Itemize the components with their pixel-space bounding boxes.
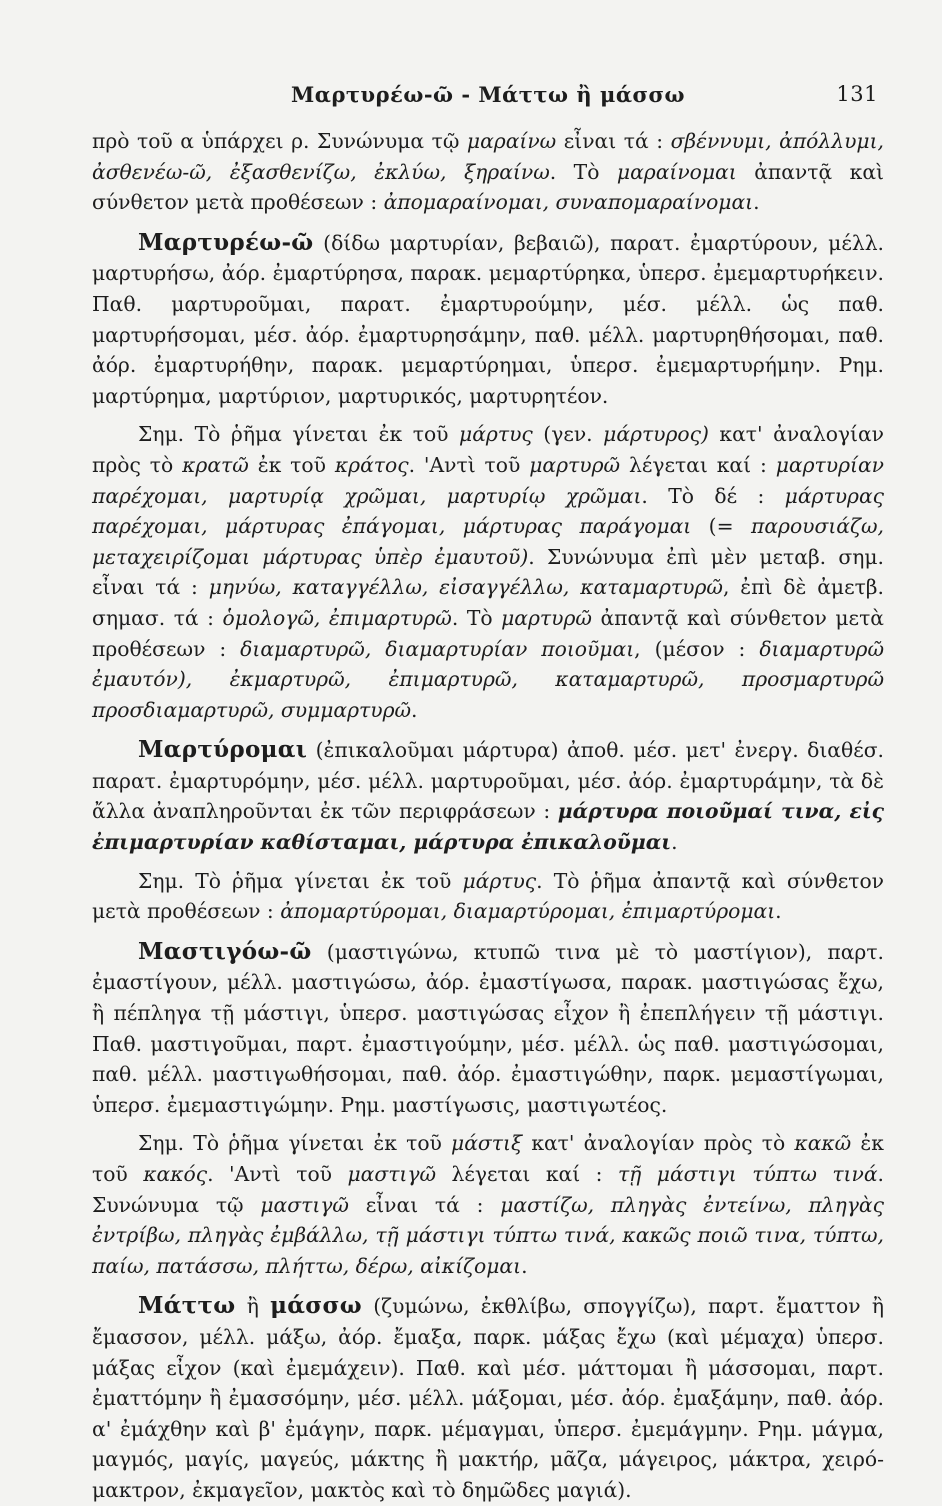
- running-head-title: Μαρτυρέω-ῶ - Μάττω ἢ μάσσω: [291, 82, 685, 107]
- text-run: . Τὸ: [451, 605, 502, 630]
- italic-term: παρουσιάζω, μεταχειρίζομαι μάρτυρας ὑπὲρ ἐμαυτοῦ): [92, 514, 884, 569]
- italic-term: κρατῶ: [182, 452, 249, 477]
- text-run: .: [775, 899, 782, 924]
- italic-term: μαρτυρῶ: [501, 605, 592, 630]
- italic-term: μάρτυρας παρέχομαι, μάρτυρας ἐπάγομαι, μάρτυρας παράγομαι: [92, 483, 884, 539]
- headword-connector: ἢ: [235, 1294, 271, 1319]
- text-run: ἐκ τοῦ: [248, 452, 335, 477]
- dictionary-body: [92, 126, 884, 1506]
- continuation-paragraph: [92, 126, 884, 218]
- note-paragraph: [92, 866, 884, 927]
- text-run: , ἐπὶ δὲ ἀμετβ. σημασ. τά :: [92, 575, 884, 630]
- entry-paragraph: [92, 1291, 884, 1505]
- text-run: πρὸ τοῦ α ὑπάρχει ρ. Συνώνυμα τῷ: [92, 129, 467, 153]
- text-run: . 'Αντὶ τοῦ: [207, 1162, 348, 1186]
- note-paragraph: [92, 1128, 884, 1281]
- text-run: . 'Αντὶ τοῦ: [408, 452, 530, 477]
- entry-paragraph: [92, 937, 884, 1121]
- text-run: κατ' ἀναλογίαν πρὸς τὸ: [522, 1131, 795, 1156]
- running-head: [92, 82, 884, 126]
- text-run: . Τὸ: [549, 159, 617, 184]
- text-run: . Συνώνυμα ἐπὶ μὲν μεταβ. σημ. εἶναι τά :: [92, 544, 884, 600]
- entry-paragraph: [92, 735, 884, 857]
- note-paragraph: [92, 419, 884, 725]
- italic-term: μαραίνω: [466, 129, 557, 153]
- text-run: (ἐπικαλοῦμαι μάρτυρα) ἀποθ. μέσ. μετ' ἐνεργ. διαθέσ. παρατ. ἐμαρτυρόμην, μέσ. μέλλ. μαρτυροῦμαι, μέσ. ἀόρ. ἐμαρτυράμην, τὰ δὲ ἄλλα ἀναπληροῦνται ἐκ τῶν περιφράσεων :: [92, 738, 884, 824]
- bold-italic-phrase: μάρτυρα ποιοῦμαί τινα, εἰς ἐπιμαρτυρίαν καθίσταμαι, μάρτυρα ἐπικαλοῦμαι: [92, 799, 884, 855]
- italic-term: ἀπομαρτύρομαι, διαμαρτύρομαι, ἐπιμαρτύρομαι: [280, 899, 776, 924]
- text-run: (δίδω μαρτυρίαν, βεβαιῶ), παρατ. ἐμαρτύρουν, μέλλ. μαρτυρήσω, ἀόρ. ἐμαρτύρησα, παρακ. μεμαρτύρηκα, ὑπερσ. ἐμεμαρτυρήκειν. Παθ. μαρτυροῦμαι, παρατ. ἐμαρτυρούμην, μέσ. μέλλ. ὡς παθ. μαρτυρήσομαι, μέσ. ἀόρ. ἐμαρτυρησάμην, παθ. μέλλ. μαρτυρηθήσομαι, παθ. ἀόρ. ἐμαρτυρήθην, παρακ. μεμαρτύρημαι, ὑπερσ. ἐμεμαρτυρήμην. Ρημ. μαρτύρημα, μαρτύριον, μαρτυρικός, μαρτυρητέον.: [92, 230, 884, 408]
- text-run: λέγεται καί :: [436, 1162, 618, 1186]
- entry-paragraph: [92, 228, 884, 412]
- text-run: .: [521, 1253, 528, 1278]
- italic-term: ὁμολογῶ, ἐπιμαρτυρῶ: [222, 605, 452, 630]
- text-run: εἶναι τά :: [556, 129, 671, 153]
- headword-variant: μάσσω: [270, 1292, 363, 1320]
- italic-term: κράτος: [334, 452, 409, 477]
- text-run: . Τὸ ῥῆμα ἀπαντᾷ καὶ σύνθετον μετὰ προθέσεων :: [92, 868, 884, 924]
- text-run: .: [411, 697, 418, 722]
- text-run: (γεν.: [532, 422, 604, 447]
- italic-term: μάρτυς: [462, 868, 537, 893]
- headword: Μαρτυρέω-ῶ: [138, 228, 314, 256]
- italic-term: ἀπομαραίνομαι, συναπομαραίνομαι: [383, 190, 754, 215]
- text-run: . Συνώνυμα τῷ: [92, 1162, 884, 1217]
- italic-term: μαρτυρίαν παρέχομαι, μαρτυρίᾳ χρῶμαι, μαρτυρίῳ χρῶμαι: [92, 452, 884, 508]
- text-run: ἐκ τοῦ: [92, 1131, 884, 1186]
- italic-term: μηνύω, καταγγέλλω, εἰσαγγέλλω, καταμαρτυρῶ: [208, 575, 723, 600]
- headword: Μαρτύρομαι: [138, 736, 308, 764]
- text-run: Σημ. Τὸ ῥῆμα γίνεται ἐκ τοῦ: [138, 422, 460, 447]
- italic-term: μαστιγῶ: [260, 1192, 349, 1217]
- headword: Μαστιγόω-ῶ: [138, 937, 312, 965]
- text-run: κατ' ἀναλογίαν πρὸς τὸ: [92, 422, 885, 477]
- italic-term: διαμαρτυρῶ ἐμαυτόν), ἐκμαρτυρῶ, ἐπιμαρτυρῶ, καταμαρτυρῶ, προσμαρτυρῶ προσδιαμαρτυρῶ, συμμαρτυρῶ: [92, 636, 884, 722]
- text-run: (=: [691, 514, 752, 539]
- italic-term: σβέννυμι, ἀπόλλυμι, ἀσθενέω-ῶ, ἐξασθενίζω, ἐκλύω, ξηραίνω: [92, 129, 884, 184]
- italic-term: κακός: [143, 1162, 208, 1186]
- italic-term: τῇ μάστιγι τύπτω τινά: [617, 1162, 878, 1186]
- text-run: ἀπαντᾷ καὶ σύνθετον μετὰ προθέσεων :: [92, 605, 884, 661]
- italic-term: μάστιξ: [451, 1131, 523, 1156]
- text-run: Σημ. Τὸ ῥῆμα γίνεται ἐκ τοῦ: [138, 868, 463, 893]
- italic-term: μάρτυς: [459, 422, 533, 447]
- text-run: λέγεται καί :: [620, 452, 776, 477]
- italic-term: μαστιγῶ: [347, 1162, 437, 1186]
- italic-term: διαμαρτυρῶ, διαμαρτυρίαν ποιοῦμαι: [240, 636, 635, 661]
- italic-term: μαρτυρῶ: [529, 452, 621, 477]
- italic-term: μάρτυρος): [603, 422, 709, 447]
- headword: Μάττω: [138, 1292, 236, 1320]
- italic-term: κακῶ: [794, 1131, 852, 1156]
- text-run: (μαστιγώνω, κτυπῶ τινα μὲ τὸ μαστίγιον), παρτ. ἐμαστίγουν, μέλλ. μαστιγώσω, ἀόρ. ἐμαστίγωσα, παρακ. μαστιγώσας ἔχω, ἢ πέπληγα τῇ μάστιγι, ὑπερσ. μαστιγώσας εἶχον ἢ ἐπεπλήγειν τῇ μάστιγι. Παθ. μαστιγοῦμαι, παρτ. ἐμαστιγούμην, μέσ. μέλλ. ὡς παθ. μαστιγώσομαι, παθ. μέλλ. μαστιγωθήσομαι, παθ. ἀόρ. ἐμαστιγώθην, παρκ. μεμαστίγωμαι, ὑπερσ. ἐμεμαστιγώμην. Ρημ. μαστίγωσις, μαστιγωτέος.: [92, 939, 884, 1117]
- italic-term: μαστίζω, πληγὰς ἐντείνω, πληγὰς ἐντρίβω, πληγὰς ἐμβάλλω, τῇ μάστιγι τύπτω τινά, κακῶς ποιῶ τινα, τύπτω, παίω, πατάσσω, πλήττω, δέρω, αἰκίζομαι: [92, 1192, 884, 1278]
- text-run: (ζυμώνω, ἐκθλίβω, σπογγίζω), παρτ. ἔματτον ἢ ἔμασσον, μέλλ. μάξω, ἀόρ. ἔμαξα, παρκ. μάξας ἔχω (καὶ μέμαχα) ὑπερσ. μάξας εἶχον (καὶ ἐμεμάχειν). Παθ. καὶ μέσ. μάττομαι ἢ μάσσομαι, παρτ. ἐματτόμην ἢ ἐμασσόμην, μέσ. μέλλ. μάξομαι, μέσ. ἀόρ. ἐμαξάμην, παθ. ἀόρ. α' ἐμάχθην καὶ β' ἐμάγην, παρκ. μέμαγμαι, ὑπερσ. ἐμεμάγμην. Ρημ. μάγμα, μαγμός, μαγίς, μαγεύς, μάκτης ἢ μακτήρ, μᾶζα, μάγειρος, μάκτρα, χειρό-μακτρον, ἐκμαγεῖον, μακτὸς καὶ τὸ δημῶδες μαγιά).: [92, 1294, 884, 1502]
- text-run: Σημ. Τὸ ῥῆμα γίνεται ἐκ τοῦ: [138, 1131, 452, 1156]
- italic-term: μαραίνομαι: [616, 159, 737, 184]
- text-run: ἀπαντᾷ καὶ σύνθετον μετὰ προθέσεων :: [92, 159, 884, 215]
- text-run: , (μέσον :: [634, 636, 760, 661]
- page-number: 131: [836, 82, 878, 106]
- text-run: εἶναι τά :: [348, 1192, 501, 1217]
- text-run: .: [671, 830, 678, 855]
- text-run: . Τὸ δέ :: [641, 483, 785, 508]
- text-run: .: [753, 190, 760, 215]
